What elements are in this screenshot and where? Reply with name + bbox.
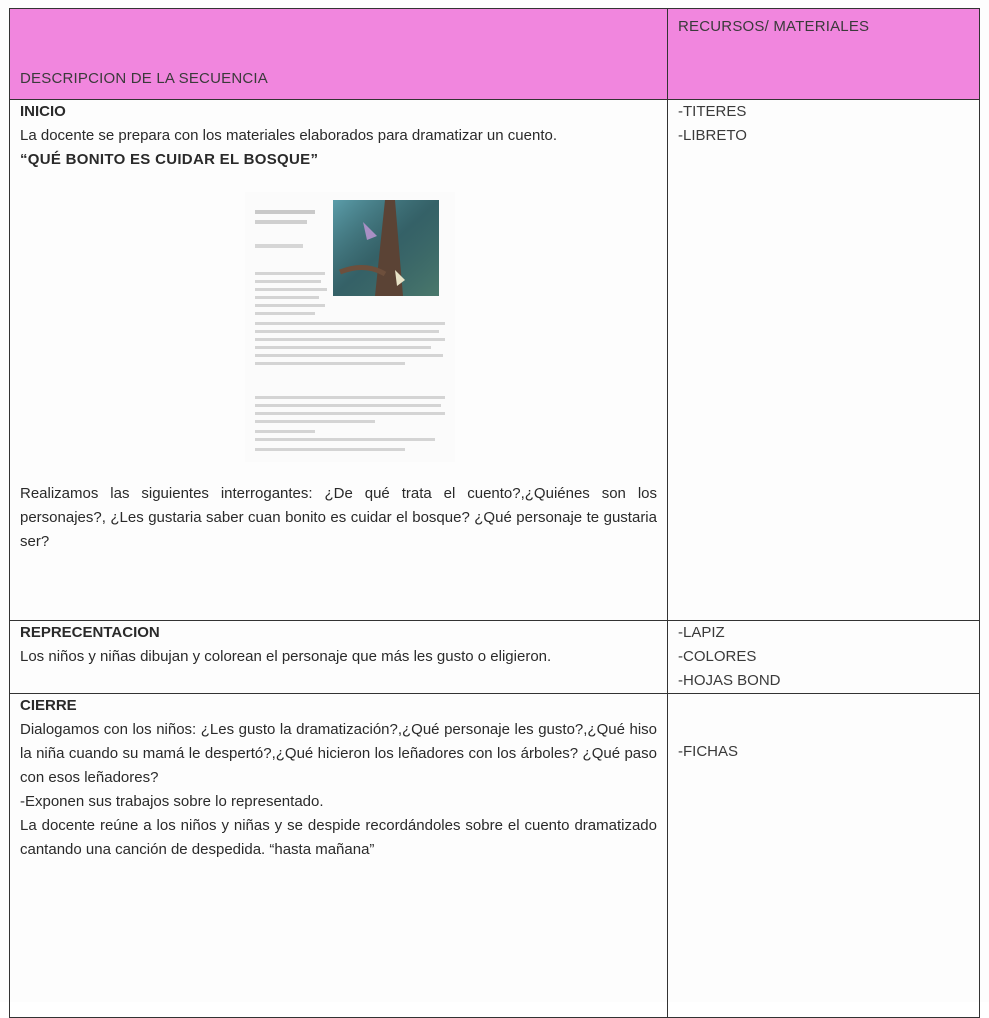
story-title: “QUÉ BONITO ES CUIDAR EL BOSQUE” <box>20 151 319 168</box>
table-header-row <box>10 9 980 100</box>
inicio-description-cell <box>10 100 668 621</box>
story-illustration-area <box>20 172 657 482</box>
representacion-description-cell <box>10 621 668 694</box>
cierre-description-cell <box>10 694 668 1018</box>
table-row-inicio <box>10 100 980 621</box>
story-page-image <box>245 192 455 462</box>
sequence-table <box>9 8 980 1018</box>
resource-item: -TITERES <box>678 103 747 120</box>
resource-item: -HOJAS BOND <box>678 672 781 689</box>
inicio-text: La docente se prepara con los materiales elaborados para dramatizar un cuento. <box>20 127 557 144</box>
header-descripcion: DESCRIPCION DE LA SECUENCIA <box>10 9 668 100</box>
cierre-title: CIERRE <box>20 697 77 714</box>
table-row-cierre <box>10 694 980 1018</box>
cierre-dialog-text: Dialogamos con los niños: ¿Les gusto la dramatización?,¿Qué personaje les gusto?,¿Qué hiso la niña cuando su mamá le despertó?,¿Qué hicieron los leñadores con los árboles? ¿Qué paso con esos leñadores? <box>20 721 657 786</box>
resource-item: -FICHAS <box>678 743 738 760</box>
header-recursos: RECURSOS/ MATERIALES <box>668 9 980 100</box>
cierre-despedida-text: La docente reúne a los niños y niñas y se despide recordándoles sobre el cuento dramatizado cantando una canción de despedida. “hasta mañana” <box>20 817 657 858</box>
resource-item: -LIBRETO <box>678 127 747 144</box>
cierre-exponen-text: -Exponen sus trabajos sobre lo representado. <box>20 793 324 810</box>
cierre-resources-cell <box>668 694 980 1018</box>
table-row-representacion <box>10 621 980 694</box>
representacion-resources-cell <box>668 621 980 694</box>
inicio-title: INICIO <box>20 103 66 120</box>
representacion-title: REPRECENTACION <box>20 624 160 641</box>
resource-item: -COLORES <box>678 648 757 665</box>
inicio-resources-cell <box>668 100 980 621</box>
inicio-questions-text: Realizamos las siguientes interrogantes: ¿De qué trata el cuento?,¿Quiénes son los personajes?, ¿Les gustaria saber cuan bonito es cuidar el bosque? ¿Qué personaje te gustaria ser? <box>20 485 657 550</box>
resource-item: -LAPIZ <box>678 624 725 641</box>
representacion-text: Los niños y niñas dibujan y colorean el personaje que más les gusto o eligieron. <box>20 648 552 665</box>
